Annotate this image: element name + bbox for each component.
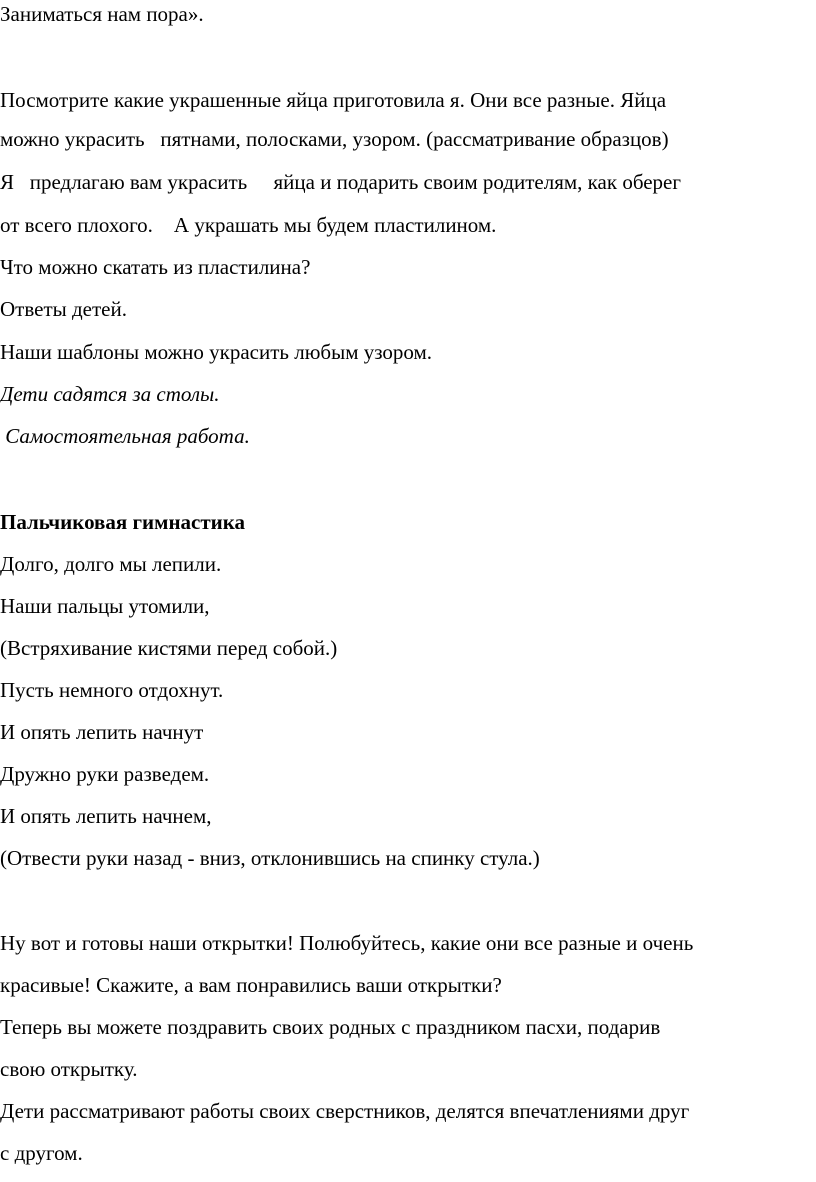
text-line: красивые! Скажите, а вам понравились ваши открытки? [0,973,502,997]
text-line: Дружно руки разведем. [0,762,210,786]
text-line: Теперь вы можете поздравить своих родных с праздником пасхи, подарив [0,1015,661,1039]
text-line: Ну вот и готовы наши открытки! Полюбуйтесь, какие они все разные и очень [0,931,694,955]
text-line: Долго, долго мы лепили. [0,552,222,576]
text-line: И опять лепить начнем, [0,804,212,828]
text-line: можно украсить пятнами, полосками, узором. (рассматривание образцов) [0,127,669,151]
section-heading: Пальчиковая гимнастика [0,510,246,534]
text-line: Наши пальцы утомили, [0,594,210,618]
text-line: Что можно скатать из пластилина? [0,255,311,279]
text-line: с другом. [0,1141,83,1165]
text-line: (Отвести руки назад - вниз, отклонившись на спинку стула.) [0,846,540,870]
text-line: Пусть немного отдохнут. [0,678,224,702]
text-line: Наши шаблоны можно украсить любым узором. [0,340,433,364]
text-line: Ответы детей. [0,297,127,321]
text-line: свою открытку. [0,1057,138,1081]
text-line: Дети рассматривают работы своих сверстников, делятся впечатлениями друг [0,1099,690,1123]
text-line: И опять лепить начнут [0,720,204,744]
text-line: Я предлагаю вам украсить яйца и подарить своим родителям, как оберег [0,170,681,194]
text-line: от всего плохого. А украшать мы будем пластилином. [0,213,497,237]
text-line: Посмотрите какие украшенные яйца приготовила я. Они все разные. Яйца [0,88,667,112]
italic-line: Самостоятельная работа. [0,424,250,448]
italic-line: Дети садятся за столы. [0,382,220,406]
text-line: (Встряхивание кистями перед собой.) [0,636,338,660]
text-line: Заниматься нам пора». [0,2,204,26]
